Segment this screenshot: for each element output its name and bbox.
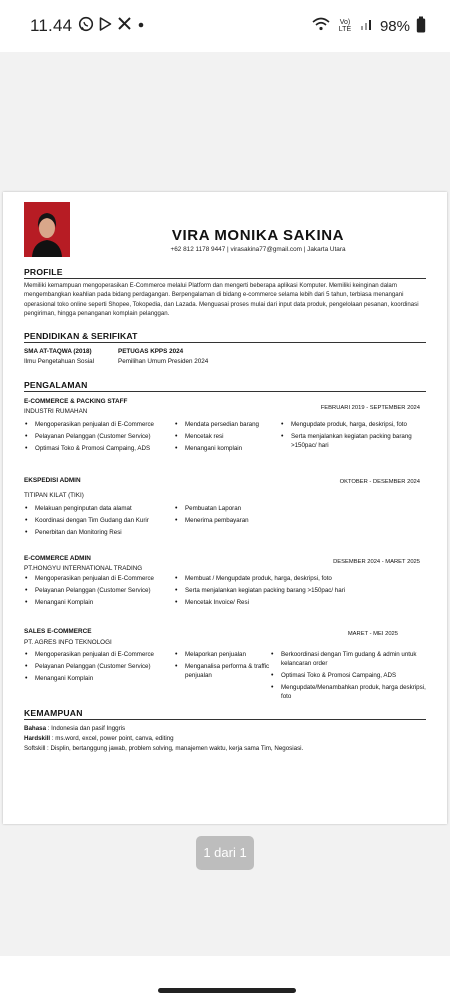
notification-icons — [78, 16, 146, 37]
list-item: • Serta menjalankan kegiatan packing barang >150pac/ hari — [280, 433, 426, 450]
list-item: • Menganalisa performa & traffic penjualan — [174, 663, 270, 680]
job-date: FEBRUARI 2019 - SEPTEMBER 2024 — [320, 405, 420, 411]
list-item: • Mencetak Invoice/ Resi — [174, 599, 424, 608]
whatsapp-icon — [78, 16, 94, 37]
job-title: E-COMMERCE ADMIN — [24, 555, 91, 562]
list-item: • Pelayanan Pelanggan (Customer Service) — [24, 663, 176, 672]
list-item: • Mengupdate/Menambahkan produk, harga deskripsi, foto — [270, 684, 426, 701]
system-icons — [312, 16, 426, 37]
skill-value: : Indonesia dan pasif Inggris — [46, 725, 126, 732]
education-section — [24, 331, 426, 365]
x-logo-icon — [117, 16, 132, 36]
resume-name: VIRA MONIKA SAKINA — [171, 227, 345, 244]
list-item: • Penerbitan dan Monitoring Resi — [24, 529, 176, 538]
navigation-bar — [0, 956, 450, 1000]
experience-heading: PENGALAMAN — [24, 380, 426, 392]
skill-label: Bahasa — [24, 725, 47, 732]
job-duties-col2 — [174, 575, 424, 612]
job-duties-col3 — [280, 421, 426, 454]
skill-row — [24, 734, 426, 744]
status-bar — [0, 0, 450, 52]
job-duties-col2 — [174, 421, 282, 458]
profile-text: Memiliki kemampuan mengoperasikan E-Commerce melalui Platform dan mengerti beberapa aplikasi Komputer. Memiliki keinginan dalam mengembangkan keahlian pada bidang perdagangan. Berpengalaman di bidang e-commerce selama lebih dari 5 tahun, terbiasa menangani operasional toko online seperti Shopee, Tokopedia, dan Lazada. Menguasai proses mulai dari input data produk, pengelolaan pesanan, koordinasi pengiriman, hingga penanganan komplain pelanggan. — [24, 282, 419, 318]
battery-percent: 98% — [379, 17, 410, 35]
education-title: SMA AT-TAQWA (2018) — [24, 348, 92, 355]
list-item: • Pembuatan Laporan — [174, 505, 284, 514]
job-entry — [24, 555, 426, 617]
network-label: Vo) LTE — [338, 19, 352, 33]
education-list — [24, 348, 426, 365]
list-item: • Mendata persedian barang — [174, 421, 282, 430]
education-title: PETUGAS KPPS 2024 — [118, 348, 184, 355]
job-title: EKSPEDISI ADMIN — [24, 477, 81, 484]
job-company: TITIPAN KILAT (TIKI) — [24, 492, 84, 499]
list-item: • Mengoperasikan penjualan di E-Commerce — [24, 575, 176, 584]
skill-row — [24, 724, 426, 734]
job-duties-col3 — [270, 651, 426, 705]
skills-section — [24, 708, 426, 755]
job-date: MARET - MEI 2025 — [347, 631, 398, 637]
job-company: PT. AGRES INFO TEKNOLOGI — [24, 639, 112, 646]
job-company: INDUSTRI RUMAHAN — [24, 408, 88, 415]
battery-icon — [416, 16, 426, 37]
list-item: • Menangani komplain — [174, 445, 282, 454]
job-duties-col2 — [174, 505, 284, 529]
list-item: • Membuat / Mengupdate produk, harga, deskripsi, foto — [174, 575, 424, 584]
list-item: • Optimasi Toko & Promosi Campaing, ADS — [270, 672, 426, 681]
skill-label: Softskill — [24, 745, 46, 753]
skill-label: Hardskill — [24, 735, 51, 743]
job-duties-col1 — [24, 505, 176, 542]
job-entry — [24, 477, 426, 545]
profile-heading: PROFILE — [24, 267, 426, 279]
job-company: PT.HONGYU INTERNATIONAL TRADING — [24, 565, 143, 572]
resume-contact: +62 812 1178 9447 | virasakina77@gmail.com | Jakarta Utara — [170, 246, 346, 253]
list-item: • Pelayanan Pelanggan (Customer Service) — [24, 587, 176, 596]
wifi-icon — [312, 17, 330, 35]
job-entry — [24, 628, 426, 708]
list-item: • Serta menjalankan kegiatan packing barang >150pac/ hari — [174, 587, 424, 596]
skills-list — [24, 724, 426, 755]
skill-value: : Displin, bertanggung jawab, problem solving, manajemen waktu, kerja sama Tim, Negosiasi. — [45, 745, 304, 753]
job-entry — [24, 398, 426, 468]
job-duties-col1 — [24, 575, 176, 612]
job-date: DESEMBER 2024 - MARET 2025 — [333, 559, 420, 565]
job-duties-col1 — [24, 421, 174, 458]
list-item: • Optimasi Toko & Promosi Campaing, ADS — [24, 445, 174, 454]
play-icon — [98, 16, 113, 37]
education-heading: PENDIDIKAN & SERIFIKAT — [24, 331, 426, 343]
education-item — [118, 348, 278, 365]
list-item: • Berkoordinasi dengan Tim gudang & admin untuk kelancaran order — [270, 651, 426, 668]
job-title: SALES E-COMMERCE — [24, 628, 92, 635]
signal-icon — [360, 17, 374, 35]
list-item: • Menerima pembayaran — [174, 517, 284, 526]
education-item — [24, 348, 118, 365]
list-item: • Mengoperasikan penjualan di E-Commerce — [24, 651, 176, 660]
skill-value: : ms.word, excel, power point, canva, editing — [50, 735, 174, 743]
education-detail: Pemilihan Umum Presiden 2024 — [118, 358, 209, 365]
skills-heading: KEMAMPUAN — [24, 708, 426, 720]
status-time: 11.44 — [30, 16, 73, 35]
list-item: • Mengoperasikan penjualan di E-Commerce — [24, 421, 174, 430]
job-date: OKTOBER - DESEMBER 2024 — [339, 479, 420, 485]
list-item: • Koordinasi dengan Tim Gudang dan Kurir — [24, 517, 176, 526]
resume-page[interactable] — [3, 192, 447, 824]
list-item: • Pelayanan Pelanggan (Customer Service) — [24, 433, 174, 442]
experience-section — [24, 380, 426, 392]
education-detail: Ilmu Pengetahuan Sosial — [24, 358, 95, 365]
list-item: • Melakuan penginputan data alamat — [24, 505, 176, 514]
skill-row — [24, 744, 426, 754]
list-item: • Menangani Komplain — [24, 675, 176, 684]
list-item: • Mengupdate produk, harga, deskripsi, foto — [280, 421, 426, 430]
page-indicator: 1 dari 1 — [196, 836, 254, 870]
job-title: E-COMMERCE & PACKING STAFF — [24, 398, 128, 405]
list-item: • Menangani Komplain — [24, 599, 176, 608]
job-duties-col2 — [174, 651, 270, 684]
profile-section — [24, 267, 426, 319]
job-duties-col1 — [24, 651, 176, 688]
home-gesture-bar[interactable] — [158, 988, 296, 993]
list-item: • Mencetak resi — [174, 433, 282, 442]
list-item: • Melaporkan penjualan — [174, 651, 270, 660]
dot-icon — [136, 17, 146, 35]
